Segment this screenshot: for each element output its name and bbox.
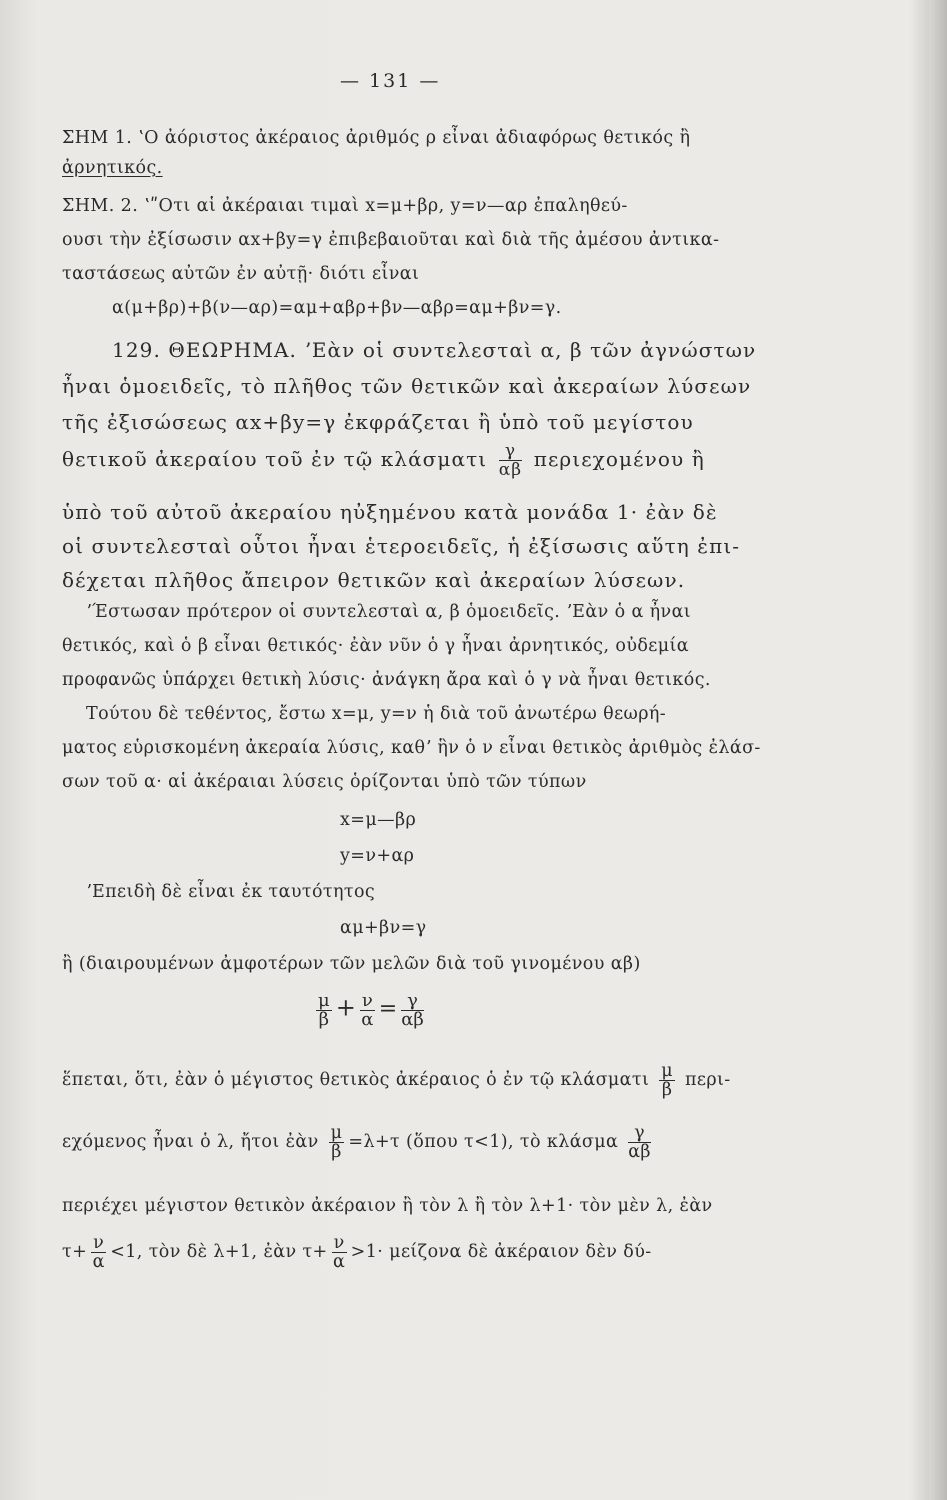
text-line <box>62 1124 655 1161</box>
fraction-gamma-over-alphabeta <box>628 1124 651 1161</box>
text-line: ʼΕπειδὴ δὲ εἶναι ἐκ ταυτότητος <box>86 882 376 902</box>
fraction-equation <box>312 992 428 1029</box>
text-line: ματος εὑρισκομένη ἀκεραία λύσις, καθʼ ἣν ὁ ν εἶναι θετικὸς ἀριθμὸς ἐλάσ- <box>62 738 761 758</box>
text-line: ΣΗΜ 1. ʽΟ ἀόριστος ἀκέραιος ἀριθμός ρ εἶναι ἀδιαφόρως θετικός ἢ <box>62 128 691 148</box>
fraction-nu-over-alpha <box>91 1234 106 1271</box>
text-fragment: περιεχομένου ἢ <box>533 447 705 471</box>
text-line: ʼΈστωσαν πρότερον οἱ συντελεσταὶ α, β ὁμοειδεῖς. ʼΕὰν ὁ α ἦναι <box>86 602 692 622</box>
equals-sign: = <box>378 996 398 1022</box>
denominator: αβ <box>498 460 523 480</box>
denominator: β <box>661 1080 673 1100</box>
text-fragment: =λ+τ (ὅπου τ<1), τὸ κλάσμα <box>348 1132 619 1152</box>
denominator: α <box>361 1009 374 1030</box>
denominator: α <box>333 1252 346 1272</box>
text-line: ταστάσεως αὐτῶν ἐν αὐτῇ· διότι εἶναι <box>62 264 420 284</box>
numerator: μ <box>318 990 330 1011</box>
text-fragment: <1, τὸν δὲ λ+1, ἐὰν τ+ <box>110 1242 328 1262</box>
equation: α(μ+βρ)+β(ν—αρ)=αμ+αβρ+βν—αβρ=αμ+βν=γ. <box>112 298 562 318</box>
fraction-mu-over-beta <box>329 1124 345 1161</box>
text-line: ἀρνητικός. <box>62 158 163 178</box>
denominator: β <box>331 1142 342 1162</box>
denominator: β <box>318 1009 330 1030</box>
text-fragment: τ+ <box>62 1242 88 1262</box>
fraction-mu-over-beta <box>316 992 332 1029</box>
numerator: ν <box>361 990 373 1011</box>
text-line: δέχεται πλῆθος ἄπειρον θετικῶν καὶ ἀκεραίων λύσεων. <box>62 568 686 592</box>
text-line: σων τοῦ α· αἱ ἀκέραιαι λύσεις ὁρίζονται ὑπὸ τῶν τύπων <box>62 772 587 792</box>
numerator: ν <box>93 1233 105 1253</box>
text-line: οἱ συντελεσταὶ οὗτοι ἦναι ἑτεροειδεῖς, ἡ ἐξίσωσις αὕτη ἐπι- <box>62 534 741 558</box>
text-line: τῆς ἐξισώσεως αx+βy=γ ἐκφράζεται ἢ ὑπὸ τοῦ μεγίστου <box>62 410 694 434</box>
text-line: ΣΗΜ. 2. ʽʺΟτι αἱ ἀκέραιαι τιμαὶ x=μ+βρ, y=ν—αρ ἐπαληθεύ- <box>62 196 628 216</box>
text-fragment: >1· μείζονα δὲ ἀκέραιον δὲν δύ- <box>350 1242 652 1262</box>
equation: y=ν+αρ <box>340 846 415 866</box>
fraction-gamma-over-alphabeta <box>499 442 523 479</box>
numerator: γ <box>628 1124 651 1143</box>
page-number: — 131 — <box>340 70 441 92</box>
fraction-nu-over-alpha <box>332 1234 347 1271</box>
text-line <box>62 442 705 479</box>
fraction-gamma-over-alphabeta <box>401 992 424 1029</box>
text-line <box>62 1234 652 1271</box>
text-fragment: εχόμενος ἦναι ὁ λ, ἤτοι ἐὰν <box>62 1132 319 1152</box>
numerator: μ <box>661 1061 673 1081</box>
fraction-mu-over-beta <box>659 1062 675 1099</box>
numerator: μ <box>330 1123 343 1143</box>
equation: x=μ—βρ <box>340 810 417 830</box>
text-fragment: περι- <box>684 1070 731 1090</box>
text-line: θετικός, καὶ ὁ β εἶναι θετικός· ἐὰν νῦν ὁ γ ἦναι ἀρνητικός, οὐδεμία <box>62 636 690 656</box>
text-fragment: ἕπεται, ὅτι, ἐὰν ὁ μέγιστος θετικὸς ἀκέραιος ὁ ἐν τῷ κλάσματι <box>62 1070 650 1090</box>
text-line: ἦναι ὁμοειδεῖς, τὸ πλῆθος τῶν θετικῶν καὶ ἀκεραίων λύσεων <box>62 374 752 398</box>
numerator: γ <box>401 992 424 1011</box>
denominator: α <box>92 1252 105 1272</box>
text-line: προφανῶς ὑπάρχει θετικὴ λύσις· ἀνάγκη ἄρα καὶ ὁ γ νὰ ἦναι θετικός. <box>62 670 711 690</box>
numerator: γ <box>499 442 523 461</box>
denominator: αβ <box>401 1009 424 1030</box>
page-edge <box>929 0 947 1500</box>
text-line: περιέχει μέγιστον θετικὸν ἀκέραιον ἢ τὸν λ ἢ τὸν λ+1· τὸν μὲν λ, ἐὰν <box>62 1196 713 1216</box>
numerator: ν <box>333 1233 345 1253</box>
theorem-heading: 129. ΘΕΩΡΗΜΑ. ʼΕὰν οἱ συντελεσταὶ α, β τῶν ἀγνώστων <box>112 338 757 362</box>
plus-sign: + <box>335 993 356 1022</box>
fraction-nu-over-alpha <box>360 992 375 1029</box>
text-line: ὑπὸ τοῦ αὐτοῦ ἀκεραίου ηὐξημένου κατὰ μονάδα 1· ἐὰν δὲ <box>62 500 718 524</box>
text-line: ἢ (διαιρουμένων ἀμφοτέρων τῶν μελῶν διὰ τοῦ γινομένου αβ) <box>62 954 641 974</box>
text-line: ουσι τὴν ἐξίσωσιν αx+βy=γ ἐπιβεβαιοῦται καὶ διὰ τῆς ἀμέσου ἀντικα- <box>62 230 720 250</box>
text-line <box>62 1062 731 1099</box>
text-fragment: θετικοῦ ἀκεραίου τοῦ ἐν τῷ κλάσματι <box>62 447 488 471</box>
equation: αμ+βν=γ <box>340 918 427 938</box>
denominator: αβ <box>628 1142 651 1162</box>
text-line: Τούτου δὲ τεθέντος, ἔστω x=μ, y=ν ἡ διὰ τοῦ ἀνωτέρω θεωρή- <box>86 704 667 724</box>
